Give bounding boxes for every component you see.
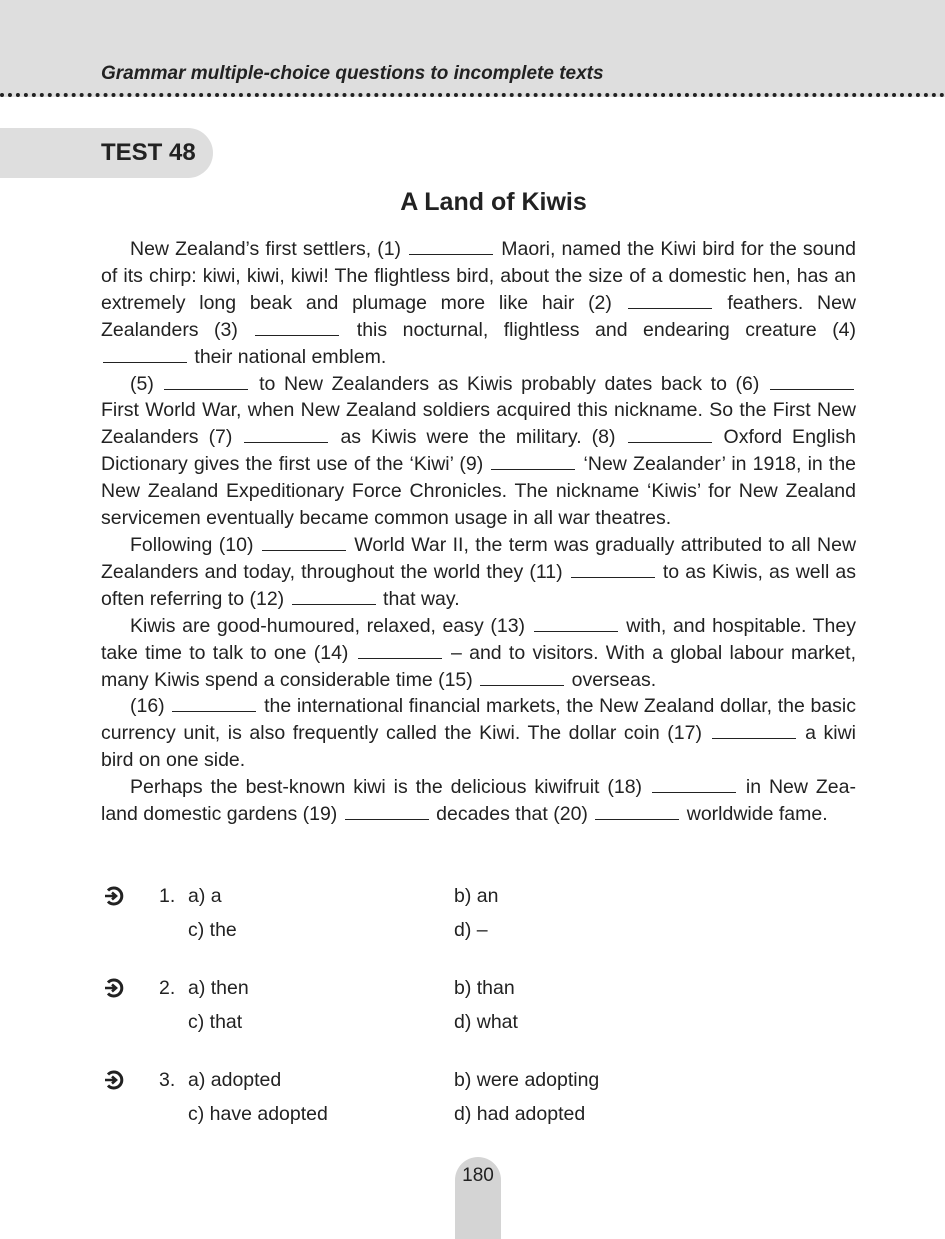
- question-item: [101, 974, 861, 1066]
- passage: [101, 236, 856, 828]
- option-d[interactable]: d) what: [454, 1011, 518, 1033]
- page-title: A Land of Kiwis: [400, 188, 587, 216]
- question-item: [101, 882, 861, 974]
- blank-16[interactable]: [172, 693, 256, 712]
- question-number: 3.: [159, 1069, 176, 1091]
- paragraph: (5) to New Zealanders as Kiwis probably dates back to (6) First World War, when New Zealand soldiers acquired this nickname. So the First New Zealanders (7) as Kiwis were the military. (8) Oxford English Dictionary gives the first use of the ‘Kiwi’ (9) ‘New Zealander’ in 1918, in the New Zealand Expeditionary Force Chronicles. The nickname ‘Kiwis’ for New Zealand servicemen eventually became common usage in all war theatres.: [101, 372, 857, 530]
- header-title: Grammar multiple-choice questions to incomplete texts: [101, 63, 604, 84]
- option-d[interactable]: d) had adopted: [454, 1103, 586, 1125]
- arrow-circle-icon: [103, 977, 125, 999]
- paragraph: Perhaps the best-known kiwi is the delicious kiwifruit (18) in New Zealand domestic gardens (19) decades that (20) worldwide fame.: [101, 776, 856, 826]
- option-c[interactable]: c) that: [188, 1011, 243, 1033]
- option-b[interactable]: b) an: [454, 885, 499, 907]
- blank-19[interactable]: [345, 801, 429, 820]
- arrow-circle-icon: [103, 885, 125, 907]
- blank-18[interactable]: [652, 774, 736, 793]
- blank-11[interactable]: [571, 559, 655, 578]
- option-d[interactable]: d) –: [454, 919, 488, 941]
- blank-9[interactable]: [491, 451, 575, 470]
- page-number-tab: [455, 1157, 501, 1239]
- question-number: 1.: [159, 885, 176, 907]
- test-label: TEST 48: [101, 139, 196, 166]
- paragraph: New Zealand’s first settlers, (1) Maori, named the Kiwi bird for the sound of its chirp: kiwi, kiwi, kiwi! The flightless bird, about the size of a domestic hen, has an extremely long beak and plumage more like hair (2) feathers. New Zealanders (3) this nocturnal, flightless and endearing creature (4) their national emblem.: [101, 238, 857, 368]
- test-label-tab: [0, 128, 213, 178]
- blank-4[interactable]: [103, 344, 187, 363]
- blank-3[interactable]: [255, 317, 339, 336]
- blank-5[interactable]: [164, 371, 248, 390]
- option-a[interactable]: a) adopted: [188, 1069, 282, 1091]
- option-a[interactable]: a) a: [188, 885, 222, 907]
- blank-10[interactable]: [262, 532, 346, 551]
- paragraph: Kiwis are good-humoured, relaxed, easy (13) with, and hospitable. They take time to talk to one (14) – and to visitors. With a global labour market, many Kiwis spend a considerable time (15) overseas.: [101, 614, 857, 691]
- blank-7[interactable]: [244, 424, 328, 443]
- blank-8[interactable]: [628, 424, 712, 443]
- arrow-circle-icon: [103, 1069, 125, 1091]
- option-c[interactable]: c) the: [188, 919, 237, 941]
- blank-13[interactable]: [534, 613, 618, 632]
- blank-17[interactable]: [712, 720, 796, 739]
- option-c[interactable]: c) have adopted: [188, 1103, 328, 1125]
- blank-12[interactable]: [292, 586, 376, 605]
- question-list: [101, 882, 861, 1158]
- option-b[interactable]: b) than: [454, 977, 515, 999]
- blank-1[interactable]: [409, 236, 493, 255]
- paragraph: Following (10) World War II, the term was gradually attributed to all New Zealanders and today, throughout the world they (11) to as Kiwis, as well as often referring to (12) that way.: [101, 533, 857, 610]
- paragraph: (16) the international financial markets, the New Zealand dollar, the basic currency unit, is also frequently called the Kiwi. The dollar coin (17) a kiwi bird on one side.: [101, 695, 857, 772]
- question-number: 2.: [159, 977, 176, 999]
- blank-14[interactable]: [358, 640, 442, 659]
- blank-2[interactable]: [628, 290, 712, 309]
- blank-6[interactable]: [770, 371, 854, 390]
- blank-15[interactable]: [480, 667, 564, 686]
- option-a[interactable]: a) then: [188, 977, 249, 999]
- option-b[interactable]: b) were adopting: [454, 1069, 600, 1091]
- page-number: 180: [462, 1165, 494, 1186]
- header-band: [0, 0, 945, 97]
- question-item: [101, 1066, 861, 1158]
- blank-20[interactable]: [595, 801, 679, 820]
- dotted-divider: [0, 93, 945, 97]
